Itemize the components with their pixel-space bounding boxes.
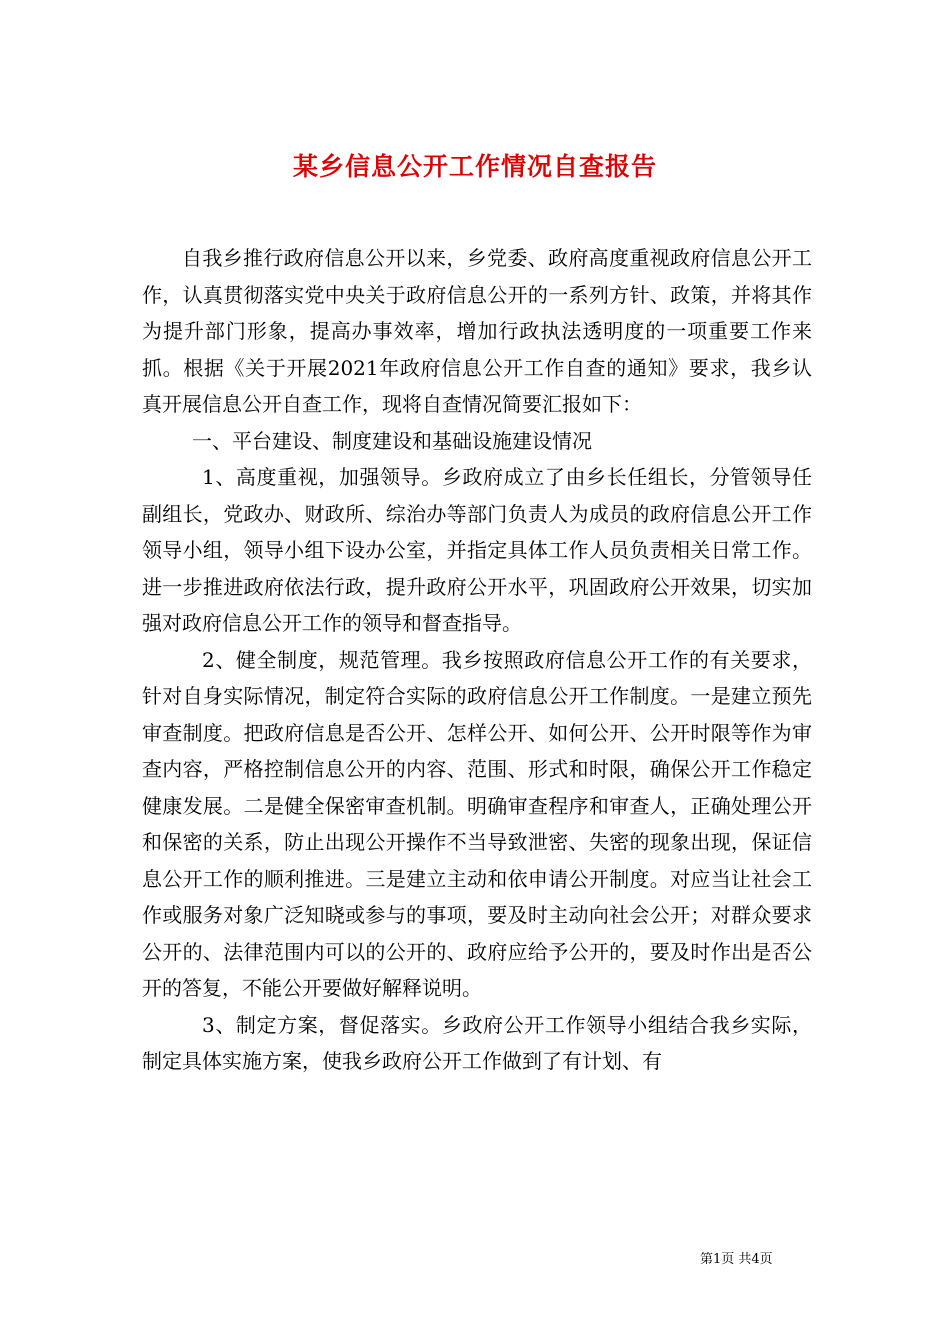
intro-paragraph: 自我乡推行政府信息公开以来，乡党委、政府高度重视政府信息公开工作，认真贯彻落实党中央关于政府信息公开的一系列方针、政策，并将其作为提升部门形象，提高办事效率，增加行政执法透明度的一项重要工作来抓。根据《关于开展2021年政府信息公开工作自查的通知》要求，我乡认真开展信息公开自查工作，现将自查情况简要汇报如下：	[142, 246, 812, 416]
item-3-paragraph: 3、制定方案，督促落实。乡政府公开工作领导小组结合我乡实际，制定具体实施方案，使我乡政府公开工作做到了有计划、有	[142, 1012, 812, 1073]
item-1-paragraph: 1、高度重视，加强领导。乡政府成立了由乡长任组长，分管领导任副组长，党政办、财政所、综治办等部门负责人为成员的政府信息公开工作领导小组，领导小组下设办公室，并指定具体工作人员负责相关日常工作。进一步推进政府依法行政，提升政府公开水平，巩固政府公开效果，切实加强对政府信息公开工作的领导和督查指导。	[142, 465, 812, 635]
section-heading: 一、平台建设、制度建设和基础设施建设情况	[192, 428, 592, 453]
page-number: 第1页 共4页	[700, 1252, 773, 1267]
item-2-paragraph: 2、健全制度，规范管理。我乡按照政府信息公开工作的有关要求，针对自身实际情况，制定符合实际的政府信息公开工作制度。一是建立预先审查制度。把政府信息是否公开、怎样公开、如何公开、公开时限等作为审查内容，严格控制信息公开的内容、范围、形式和时限，确保公开工作稳定健康发展。二是健全保密审查机制。明确审查程序和审查人，正确处理公开和保密的关系，防止出现公开操作不当导致泄密、失密的现象出现，保证信息公开工作的顺利推进。三是建立主动和依申请公开制度。对应当让社会工作或服务对象广泛知晓或参与的事项，要及时主动向社会公开；对群众要求公开的、法律范围内可以的公开的、政府应给予公开的，要及时作出是否公开的答复，不能公开要做好解释说明。	[142, 647, 812, 1000]
document-title: 某乡信息公开工作情况自查报告	[292, 151, 657, 181]
document-body	[142, 240, 812, 1080]
